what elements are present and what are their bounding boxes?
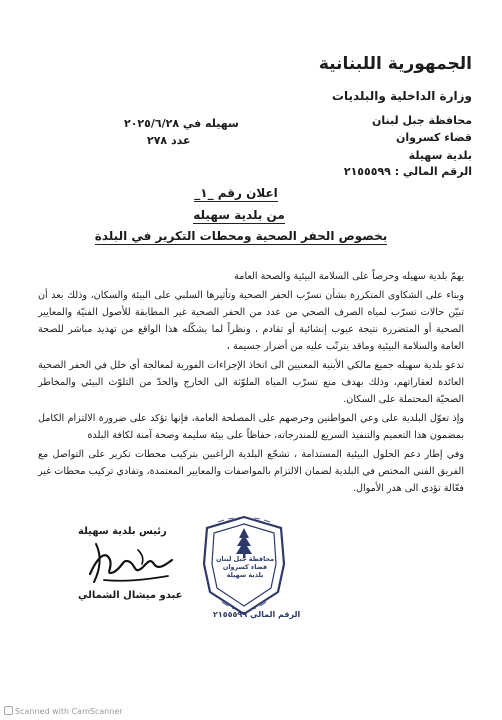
republic-heading: الجمهورية اللبنانية xyxy=(318,54,472,74)
reference-number: عدد ٢٧٨ xyxy=(147,134,191,147)
municipality-line: بلدية سهيلة xyxy=(408,149,472,162)
announcement-from-text: من بلدية سهيله xyxy=(193,208,285,222)
scanner-watermark xyxy=(4,706,123,716)
announcement-title-text: اعلان رقم _١_ xyxy=(194,186,278,200)
financial-number-line: الرقم المالي : ٢١٥٥٥٩٩ xyxy=(343,165,472,178)
stamp-line: قضاء كسروان xyxy=(222,563,268,571)
body-paragraph: تدعو بلدية سهيله جميع مالكي الأبنية المعنيين الى اتخاذ الإجراءات الفورية لمعالجة أي خلل في الحفر الصحية العائدة لعقاراتهم، وذلك بهدف منع تسرّب المياه الملوّثة الى الخارج والحدّ من التلوّث البيئي والمخاطر الصحيّة المحتملة على السكان. xyxy=(38,360,464,405)
body-paragraph: وبناء على الشكاوى المتكررة بشأن تسرّب الحفر الصحية وتأثيرها السلبي على البيئة والسكان، وذلك بعد أن تبيّن حالات تسرّب لمياه الصرف الصحي من عدد من الحفر الصحية غير المطابقة للأصول الفنيّة والمعايير الصحية أو المتضررة نتيجة عيوب إنشائية أو تقادم ، ونظراً لما يشكّله هذا الواقع من تهديد مباشر للصحة العامة والسلامة البيئية وماقد يترتّب عليه من أضرار جسيمة ، xyxy=(38,290,464,352)
body-paragraph: وإذ تعوّل البلدية على وعي المواطنين وحرصهم على المصلحة العامة، فإنها تؤكد على ضرورة الالتزام الكامل بمضمون هذا التعميم والتنفيذ السريع للمندرجاته، حفاظاً على بيئة سليمة وصحة آمنة لكافة البلدة xyxy=(38,413,464,441)
announcement-title xyxy=(0,186,487,202)
date-line: سهيله في ٢٠٢٥/٦/٢٨ xyxy=(124,117,239,130)
announcement-subject-text: بخصوص الحفر الصحية ومحطات التكرير في البلدة xyxy=(94,229,388,243)
announcement-from xyxy=(0,208,490,224)
stamp-line: محافظة جبل لبنان xyxy=(215,555,275,563)
signatory-name: عبدو ميشال الشمالي xyxy=(78,590,183,601)
district-line: قضاء كسروان xyxy=(395,131,472,144)
body-paragraph: يهمّ بلدية سهيله وحرصاً على السلامة البيئية والصحة العامة xyxy=(234,271,464,282)
ministry-heading: وزارة الداخلية والبلديات xyxy=(331,89,472,103)
signatory-role: رئيس بلدية سهيلة xyxy=(78,526,167,537)
announcement-subject xyxy=(0,229,492,245)
scanner-watermark-text: Scanned with CamScanner xyxy=(15,707,123,716)
stamp-inner-text xyxy=(214,555,276,579)
announcement-body xyxy=(38,268,464,499)
stamp-line: بلدية سهيلة xyxy=(226,571,264,579)
governorate-line: محافظة جبل لبنان xyxy=(372,114,472,127)
body-paragraph: وفي إطار دعم الحلول البيئية المستدامة ، تشجّع البلدية الراغبين بتركيب محطات تكرير على التواصل مع الفريق الفني المختص في البلدية لضمان الالتزام بالمواصفات والمعايير المعتمدة، وتفادي تركيب محطات غير فعّالة تؤدي الى هدر الأموال. xyxy=(38,449,464,494)
handwritten-signature xyxy=(84,536,176,588)
camscanner-logo-icon xyxy=(4,706,13,715)
stamp-financial-number: الرقم المالي ٢١٥٥٥٩٩ xyxy=(213,610,301,619)
